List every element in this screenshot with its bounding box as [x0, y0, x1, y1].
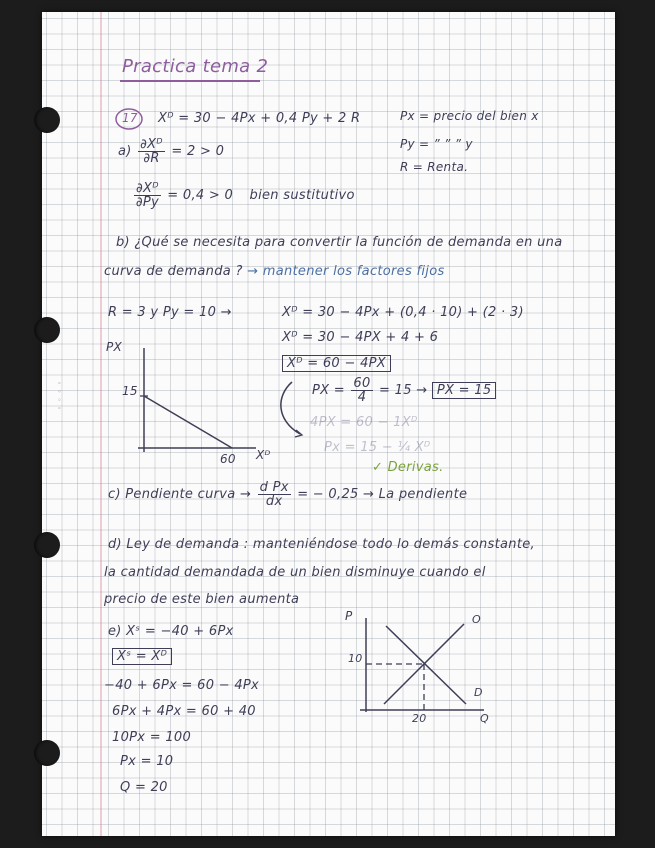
- derivas-note: ✓ Derivas.: [372, 460, 444, 475]
- title-underline: [120, 80, 260, 82]
- part-b-question-line1: b) ¿Qué se necesita para convertir la función de demanda en una: [116, 235, 563, 250]
- bracket-arc: [278, 380, 308, 438]
- boxed-demand: Xᴰ = 60 − 4PX: [282, 355, 391, 372]
- definition-py: Py = ” ” ” y: [400, 137, 473, 151]
- graph2-demand-label: D: [474, 686, 483, 699]
- graph1-x-tick: 60: [220, 452, 236, 466]
- graph2-x-label: Q: [480, 712, 489, 725]
- faded-eq2: Px = 15 − ¼ Xᴰ: [324, 440, 431, 455]
- graph2-supply-label: O: [472, 613, 481, 626]
- frac-num: 60: [353, 376, 371, 391]
- part-a-line2: [132, 182, 355, 209]
- px-lhs: PX =: [312, 383, 345, 398]
- part-c-result: = − 0,25 → La pendiente: [297, 487, 468, 502]
- market-graph: [360, 618, 490, 718]
- part-c-label: c) Pendiente curva →: [108, 487, 252, 502]
- binder-hole: [34, 740, 60, 766]
- frac-den: 4: [357, 390, 367, 405]
- part-b-question-line2: [104, 264, 445, 279]
- graph1-y-tick: 15: [122, 384, 138, 398]
- definition-r: R = Renta.: [400, 160, 469, 174]
- part-a2-result: = 0,4 > 0: [167, 188, 234, 203]
- substitute-note: bien sustitutivo: [249, 188, 355, 203]
- part-e-line7: Q = 20: [120, 780, 168, 795]
- graph1-y-label: PX: [106, 340, 123, 354]
- part-b-eq1: Xᴰ = 30 − 4Px + (0,4 · 10) + (2 · 3): [282, 305, 524, 320]
- part-d-line3: precio de este bien aumenta: [104, 592, 300, 607]
- part-d-line1: d) Ley de demanda : manteniéndose todo lo demás constante,: [108, 537, 535, 552]
- binder-hole: [34, 317, 60, 343]
- demand-graph: [138, 348, 268, 458]
- part-e-line3: −40 + 6Px = 60 − 4Px: [104, 678, 260, 693]
- part-e-line1: e) Xˢ = −40 + 6Px: [108, 624, 234, 639]
- px-rhs: = 15 →: [379, 383, 428, 398]
- px-fraction: [351, 377, 372, 404]
- frac-num: ∂Xᴰ: [140, 137, 163, 152]
- part-a-result: = 2 > 0: [171, 144, 225, 159]
- demand-line-2: [386, 626, 466, 704]
- demand-equation: Xᴰ = 30 − 4Px + 0,4 Py + 2 R: [158, 111, 361, 126]
- frac-num: d Px: [259, 480, 289, 495]
- faded-eq1: 4PX = 60 − 1Xᴰ: [310, 415, 418, 430]
- demand-line: [144, 396, 232, 448]
- notebook-page: [42, 12, 615, 836]
- binder-hole: [34, 532, 60, 558]
- part-b-given: R = 3 y Py = 10 →: [108, 305, 232, 320]
- px-boxed-result: PX = 15: [432, 382, 497, 399]
- definition-px: Px = precio del bien x: [400, 109, 539, 123]
- equilibrium-condition: Xˢ = Xᴰ: [112, 648, 172, 665]
- graph2-y-label: P: [345, 609, 353, 623]
- part-a-label: a): [118, 144, 132, 159]
- partial-fraction-py: [134, 182, 161, 209]
- frac-den: dx: [265, 494, 283, 509]
- part-e-line5: 10Px = 100: [112, 730, 192, 745]
- binder-hole: [34, 107, 60, 133]
- part-a-line1: [118, 138, 224, 165]
- part-e-line2: [112, 649, 172, 664]
- part-b-question-end: curva de demanda ?: [104, 264, 243, 279]
- part-e-line4: 6Px + 4Px = 60 + 40: [112, 704, 256, 719]
- slope-fraction: [258, 481, 291, 508]
- part-e-line6: Px = 10: [120, 754, 174, 769]
- partial-fraction-r: [138, 138, 165, 165]
- part-b-eq2: Xᴰ = 30 − 4PX + 4 + 6: [282, 330, 439, 345]
- page-title: Practica tema 2: [122, 56, 269, 77]
- demand-function: [158, 111, 360, 126]
- px-solution: [312, 377, 496, 404]
- notebook-brand: ◦ ◦ ◦ ◦: [56, 379, 64, 410]
- frac-num: ∂Xᴰ: [136, 181, 159, 196]
- part-b-answer: → mantener los factores fijos: [247, 264, 445, 279]
- frac-den: ∂R: [143, 151, 160, 166]
- graph1-x-label: Xᴰ: [256, 448, 271, 462]
- graph2-q-tick: 20: [412, 712, 427, 725]
- part-d-line2: la cantidad demandada de un bien disminuye cuando el: [104, 565, 486, 580]
- exercise-number: 17: [122, 111, 138, 125]
- part-c: [108, 481, 467, 508]
- frac-den: ∂Py: [135, 195, 159, 210]
- graph2-p-tick: 10: [348, 652, 363, 665]
- margin-line: [100, 12, 102, 836]
- part-b-eq3: [282, 356, 391, 371]
